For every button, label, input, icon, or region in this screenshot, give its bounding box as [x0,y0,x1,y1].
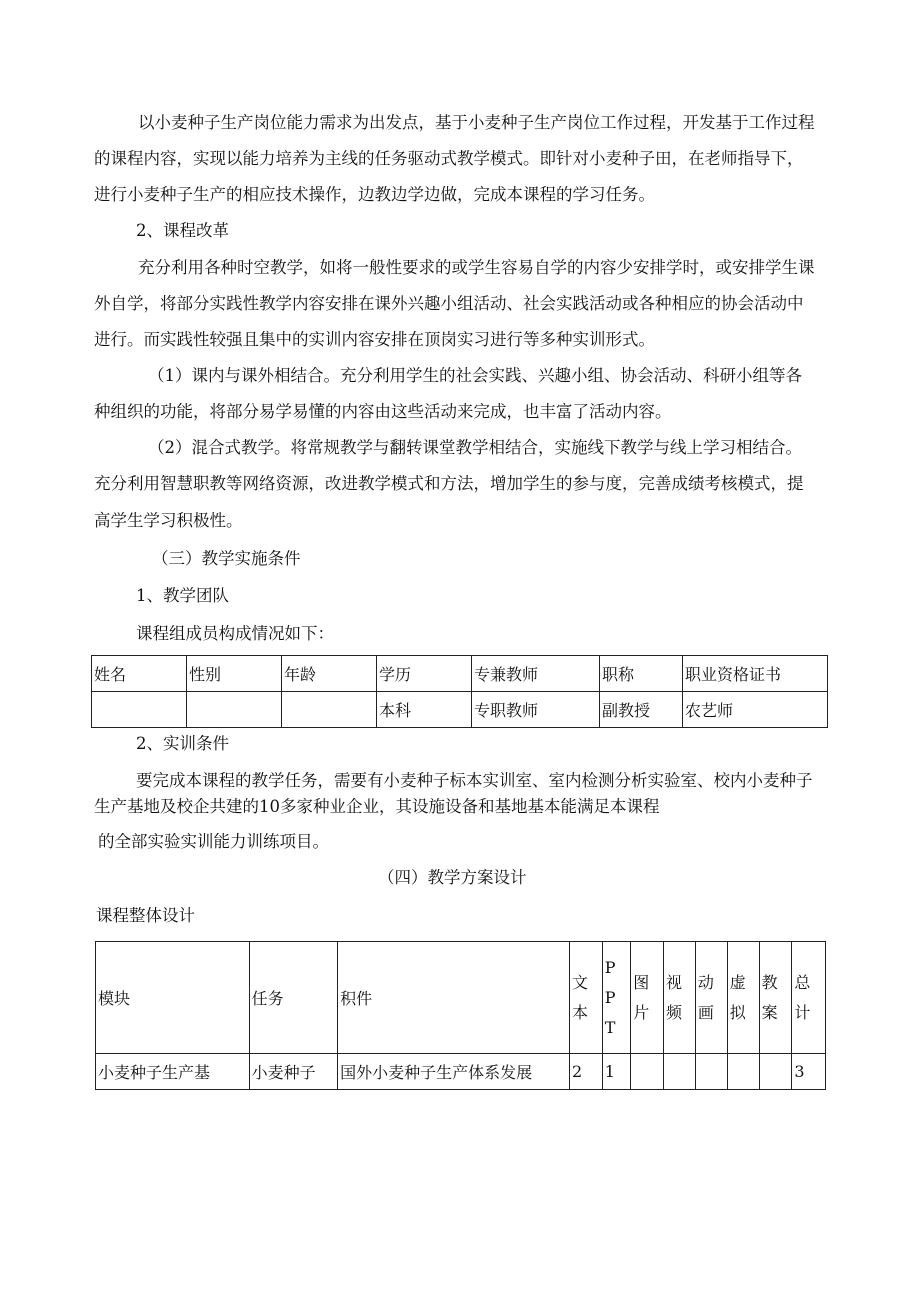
design-header-video [664,942,696,1054]
design-header-animation [695,942,727,1054]
design-table-row [96,1054,826,1090]
para2-line1: 充分利用各种时空教学，如将一般性要求的或学生容易自学的内容少安排学时，或安排学生课 [138,258,815,277]
item1-line2: 种组织的功能，将部分易学易懂的内容由这些活动来完成，也丰富了活动内容。 [94,402,672,421]
design-header-text-char: 本 [571,1002,588,1022]
design-header-component [338,942,570,1054]
design-header-ppt-char: T [604,1017,616,1037]
design-cell-virtual [727,1054,759,1090]
team-header-age: 年龄 [282,656,377,692]
heading-teaching-conditions: （三）教学实施条件 [152,549,301,568]
design-header-text-char: 文 [571,972,588,992]
design-cell-lesson-plan [759,1054,792,1090]
design-cell-text: 2 [569,1054,602,1090]
team-cell-title: 副教授 [600,692,683,728]
design-header-animation-char: 动 [697,972,714,992]
design-table-header-row [96,942,826,1054]
para2-line2: 外自学，将部分实践性教学内容安排在课外兴趣小组活动、社会实践活动或各种相应的协会活动中 [94,294,804,313]
team-cell-gender [187,692,282,728]
para1-line3: 进行小麦种子生产的相应技术操作，边教边学边做，完成本课程的学习任务。 [94,185,655,204]
design-header-lesson-plan-char: 教 [761,972,778,992]
team-cell-age [282,692,377,728]
heading-training-conditions: 2、实训条件 [136,734,229,753]
design-header-total-char: 计 [794,1002,811,1022]
design-header-image [631,942,664,1054]
design-header-virtual-char: 虚 [729,972,746,992]
team-table-row [92,692,828,728]
design-cell-component: 国外小麦种子生产体系发展 [338,1054,570,1090]
design-header-lesson-plan [759,942,792,1054]
design-header-virtual-char: 拟 [729,1002,746,1022]
team-header-education: 学历 [377,656,472,692]
design-cell-task: 小麦种子 [249,1054,337,1090]
team-header-gender: 性别 [187,656,282,692]
team-header-certificate: 职业资格证书 [683,656,828,692]
design-header-lesson-plan-char: 案 [761,1002,778,1022]
team-cell-education: 本科 [377,692,472,728]
design-header-ppt-char: P [604,987,616,1007]
design-cell-ppt: 1 [602,1054,631,1090]
team-header-name: 姓名 [92,656,187,692]
item2-line1: （2）混合式教学。将常规教学与翻转课堂教学相结合，实施线下教学与线上学习相结合。 [148,438,802,457]
para1-line1: 以小麦种子生产岗位能力需求为出发点，基于小麦种子生产岗位工作过程，开发基于工作过程 [138,113,815,132]
para3-line1: 要完成本课程的教学任务，需要有小麦种子标本实训室、室内检测分析实验室、校内小麦种子 [136,771,813,790]
team-intro: 课程组成员构成情况如下： [136,624,334,643]
para1-line2: 的课程内容，实现以能力培养为主线的任务驱动式教学模式。即针对小麦种子田，在老师指导下， [94,149,804,168]
heading-teaching-design: （四）教学方案设计 [378,868,527,887]
design-header-image-char: 片 [633,1002,650,1022]
team-table-header-row [92,656,828,692]
design-header-video-char: 频 [666,1002,683,1022]
design-header-image-char: 图 [633,972,650,992]
design-header-component-label: 积件 [340,989,373,1008]
item2-line2: 充分利用智慧职教等网络资源，改进教学模式和方法，增加学生的参与度，完善成绩考核模式，提 [94,474,804,493]
design-header-ppt-char: P [604,957,616,977]
design-header-virtual [727,942,759,1054]
design-header-task-label: 任务 [251,989,284,1008]
design-cell-total: 3 [792,1054,826,1090]
design-header-module [96,942,250,1054]
para3-line2: 生产基地及校企共建的10多家种业企业，其设施设备和基地基本能满足本课程 [94,797,660,816]
design-cell-module: 小麦种子生产基 [96,1054,250,1090]
item1-line1: （1）课内与课外相结合。充分利用学生的社会实践、兴趣小组、协会活动、科研小组等各 [148,366,802,385]
design-cell-animation [695,1054,727,1090]
para3-line3: 的全部实验实训能力训练项目。 [98,832,329,851]
design-title: 课程整体设计 [96,906,195,925]
design-header-animation-char: 画 [697,1002,714,1022]
design-table [95,941,826,1090]
team-header-teacher-type: 专兼教师 [472,656,600,692]
design-cell-video [664,1054,696,1090]
design-header-video-char: 视 [666,972,683,992]
team-cell-certificate: 农艺师 [683,692,828,728]
heading-course-reform: 2、课程改革 [136,221,229,240]
heading-teaching-team: 1、教学团队 [136,586,229,605]
item2-line3: 高学生学习积极性。 [94,511,243,530]
team-cell-name [92,692,187,728]
design-header-task [249,942,337,1054]
design-header-ppt [602,942,631,1054]
design-header-total [792,942,826,1054]
para2-line3: 进行。而实践性较强且集中的实训内容安排在顶岗实习进行等多种实训形式。 [94,330,655,349]
design-header-text [569,942,602,1054]
design-header-module-label: 模块 [98,989,131,1008]
team-cell-teacher-type: 专职教师 [472,692,600,728]
team-header-title: 职称 [600,656,683,692]
design-header-total-char: 总 [794,972,811,992]
design-cell-image [631,1054,664,1090]
team-table [91,655,828,728]
